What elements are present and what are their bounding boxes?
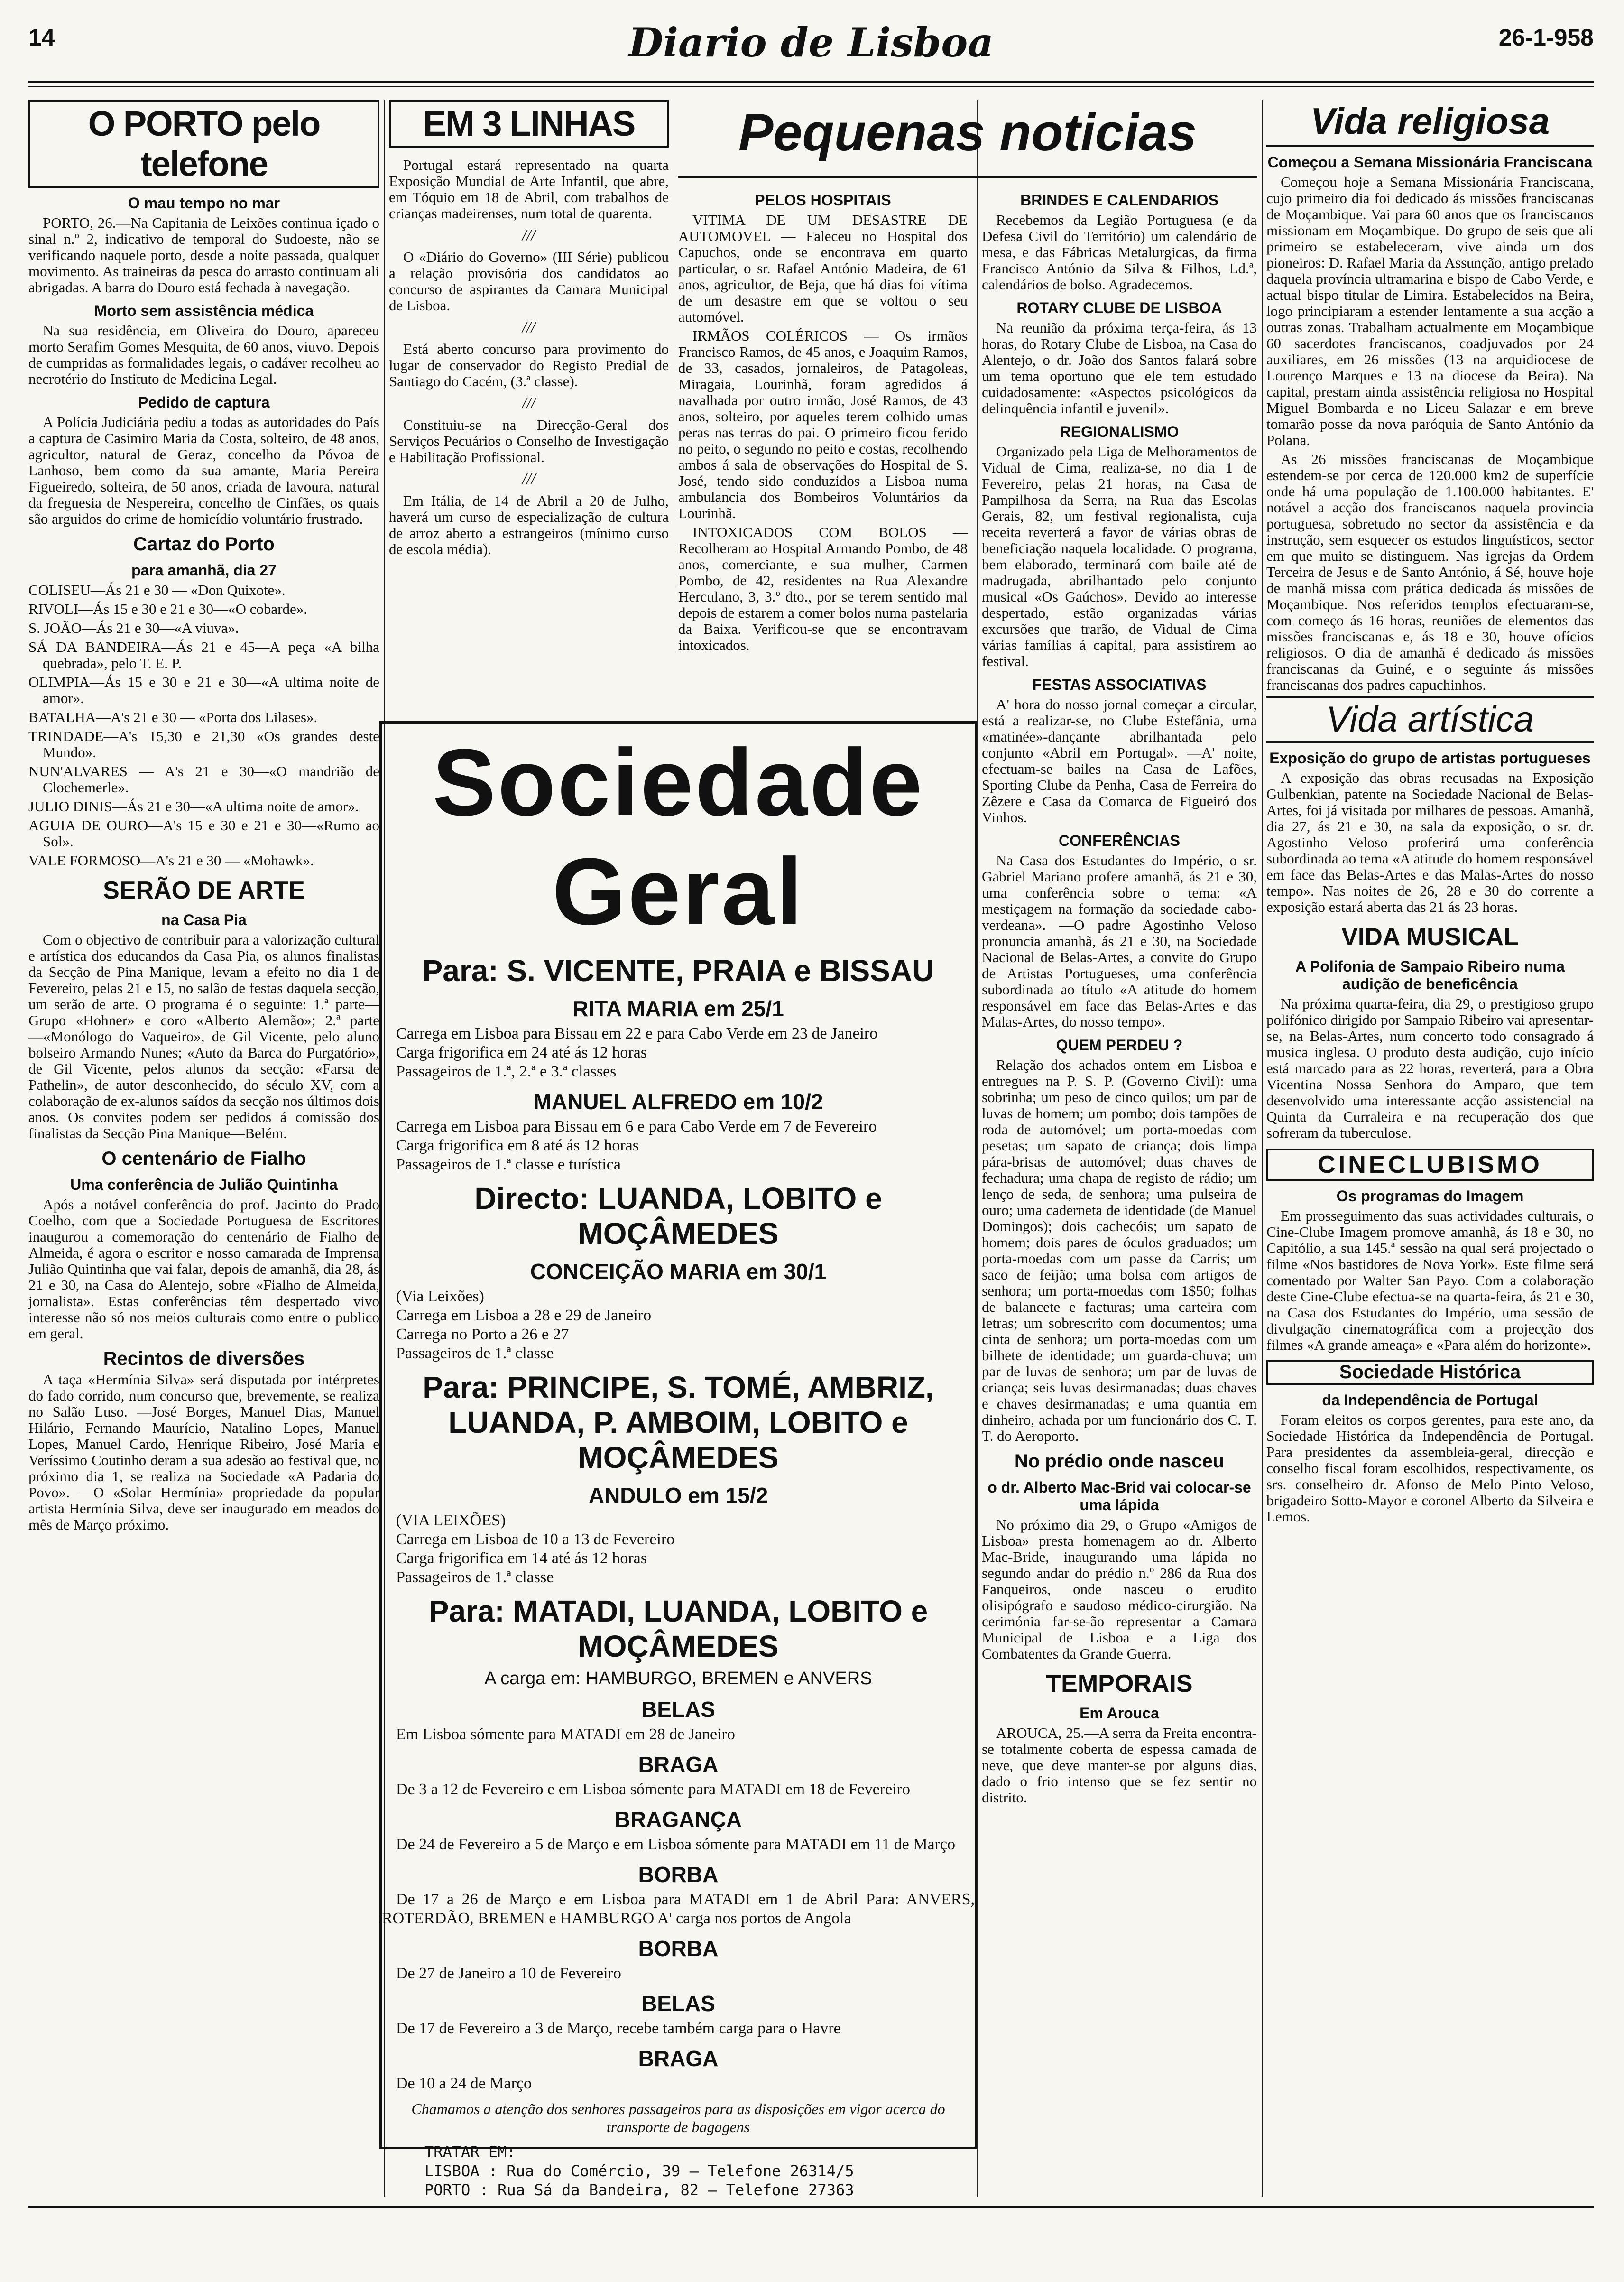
headline: QUEM PERDEU ? (1056, 1037, 1183, 1054)
subheadline: A Polifonia de Sampaio Ribeiro numa audição de beneficência (1295, 958, 1565, 993)
article-text: Na próxima quarta-feira, dia 29, o prestigioso grupo polifónico dirigido por Sampaio Ribeiro vai apresentar-se, na Belas-Artes, num concerto todo consagrado á musica inglesa. O produto desta audição, cujo início está marcado para as 22 horas, reverterá, para a Obra Vicentina Nossa Senhora do Amparo, que tem desenvolvido uma interessante acção assistencial na Quinta da Curraleira e na recuperação dos que sofreram da tuberculose. (1266, 995, 1594, 1141)
ship-detail: Passageiros de 1.ª classe (396, 1568, 554, 1586)
separator: /// (522, 470, 536, 488)
headline: VIDA MUSICAL (1341, 923, 1519, 951)
headline: FESTAS ASSOCIATIVAS (1032, 676, 1207, 693)
list-item: OLIMPIA—Ás 15 e 30 e 21 e 30—«A ultima noite de amor». (28, 674, 379, 706)
ship-name: BRAGANÇA (614, 1807, 742, 1832)
article-text: PORTO, 26.—Na Capitania de Leixões continua içado o sinal n.º 2, indicativo de temporal do Sudoeste, não se verificando naquele porto, desde a noite passada, qualquer movimento. As traineiras da pesca do arrasto continuam ali abrigadas. A barra do Douro está fechada à navegação. (28, 214, 379, 296)
list-item: NUN'ALVARES — A's 21 e 30—«O mandrião de Clochemerle». (28, 763, 379, 796)
column-noticias-2 (982, 185, 1257, 2282)
headline: Exposição do grupo de artistas portugueses (1269, 750, 1591, 767)
article-text: Foram eleitos os corpos gerentes, para este ano, da Sociedade Histórica da Independência de Portugal. Para presidentes da assembleia-geral, direcção e conselho fiscal foram escolhidos, respectivamente, os srs. conselheiro dr. Afonso de Melo Pinto Veloso, brigadeiro Sotto-Mayor e coronel Alberto da Silveira e Lemos. (1266, 1411, 1594, 1525)
headline: Começou a Semana Missionária Franciscana (1267, 154, 1593, 171)
headline: BRINDES E CALENDARIOS (1020, 192, 1218, 209)
headline: Recintos de diversões (103, 1348, 305, 1369)
article-text: As 26 missões franciscanas de Moçambique estendem-se por cerca de 120.000 km2 de superfície onde há uma população de 1.100.000 habitantes. E' notável a acção dos franciscanos naquela provincia portuguesa, sobretudo no sector da assistência e da instrução, sem esquecer os estudos linguísticos, sector em que muito se distinguem. Nas igrejas da Ordem Terceira de Jesus e de Santo António, á Sé, houve hoje de manhã missa com prática dedicada ás missões de Moçambique. Nos referidos templos efectuaram-se, com começo ás 16 horas, reuniões de elementos das missões franciscanas e, ás 18 e 30, houve ofícios religiosos. O dia de amanhã é dedicado ás missões franciscanas da Guiné, e o seguinte ás missões franciscanas dos padres capuchinhos. (1266, 451, 1594, 693)
ship-detail: Passageiros de 1.ª classe (396, 1345, 554, 1362)
column-em-3-linhas (389, 100, 669, 693)
subheadline: Uma conferência de Julião Quintinha (70, 1176, 338, 1193)
article-text: Começou hoje a Semana Missionária Franciscana, cujo primeiro dia foi dedicado ás missões franciscanas de Moçambique. Vai para 60 anos que os franciscanos missionam em Moçambique. Do grupo de seis que ali primeiro se estabeleceram, vive ainda um dos pioneiros: D. Rafael Maria da Assunção, antigo prelado daquela província ultramarina e bispo de Cabo Verde, e actual bispo titular de Limira. Estabelecidos na Beira, logo principiaram a estender lentamente a sua acção a outras zonas. Trabalham actualmente em Moçambique 60 sacerdotes franciscanos, coadjuvados por 24 auxiliares, em 26 missões (13 na arquidiocese de Lourenço Marques e 13 na diocese da Beira). Na capital, prestam ainda assistência religiosa no Hospital Miguel Bombarda e no Liceu Salazar e em breve tomarão posse da nova paróquia de Santo António da Polana. (1266, 174, 1594, 448)
headline: O mau tempo no mar (128, 195, 280, 212)
route-heading: Para: MATADI, LUANDA, LOBITO e MOÇÂMEDES (428, 1594, 928, 1663)
subheadline: da Independência de Portugal (1322, 1391, 1538, 1409)
section-header-vida-religiosa: Vida religiosa (1266, 100, 1594, 147)
ship-detail: De 24 de Fevereiro a 5 de Março e em Lisboa sómente para MATADI em 11 de Março (396, 1836, 955, 1853)
issue-date: 26-1-958 (1498, 24, 1594, 51)
article-text: Após a notável conferência do prof. Jacinto do Prado Coelho, com que a Sociedade Portuguesa de Escritores inaugurou a comemoração do centenário de Fialho de Almeida, é agora o escritor e nosso camarada de Imprensa Julião Quintinha que vai falar, depois de amanhã, dia 28, ás 21 e 30, na Casa do Alentejo, sobre «Fialho de Almeida, jornalista». Estas conferências têm despertado vivo interesse não só nos meios culturais como entre o publico em geral. (28, 1196, 379, 1342)
article-text: Recebemos da Legião Portuguesa (e da Defesa Civil do Território) um calendário de mesa, e das Fábricas Metalurgicas, da firma Francisco António da Silva & Filhos, Ld.ª, calendários de bolso. Agradecemos. (982, 212, 1257, 293)
column-vida-religiosa (1266, 100, 1594, 2197)
headline: ROTARY CLUBE DE LISBOA (1016, 299, 1222, 316)
ship-name: BELAS (641, 1991, 715, 2016)
ship-name: ANDULO em 15/2 (588, 1483, 768, 1508)
ship-detail: Carga frigorifica em 8 até ás 12 horas (396, 1137, 639, 1154)
headline: Sociedade Histórica (1266, 1360, 1594, 1385)
advert-sociedade-geral (379, 721, 977, 2199)
headline: Pedido de captura (138, 394, 270, 411)
ship-detail: Carga frigorifica em 24 até ás 12 horas (396, 1044, 647, 1061)
headline: TEMPORAIS (1046, 1670, 1193, 1698)
ship-detail: Carga frigorifica em 14 até ás 12 horas (396, 1549, 647, 1567)
headline: Cartaz do Porto (133, 534, 275, 555)
ship-detail: De 17 de Fevereiro a 3 de Março, recebe também carga para o Havre (396, 2020, 841, 2037)
article-text: Relação dos achados ontem em Lisboa e entregues na P. S. P. (Governo Civil): uma sobrinha; um peso de cinco quilos; um par de luvas de homem; um pombo; dois tampões de roda de automóvel; um porta-moedas com pesetas; um sapato de criança; dois limpa pára-brisas de automóvel; duas chaves de fechadura; uma chapa de registo de rádio; um lenço de seda, de senhora; uma pulseira de ouro; uma caderneta de identidade (de Manuel Domingos); dois cachecóis; um sapato de homem; dois pares de óculos graduados; um porta-moedas com um passe da Carris; um saco de feijão; uma bolsa com artigos de senhora; um porta-moedas com 1$50; folhas de balancete e facturas; uma carteira com letras; um sobrescrito com documentos; uma cinta de senhora; um porta-moedas com um bilhete de identidade; um guarda-chuva; um par de luvas de senhora; um par de luvas de criança; seis luvas desirmanadas; duas chaves e chaves desirmanadas; e uma quantia em dinheiro, achada por um funcionário dos C. T. T. do Aeroporto. (982, 1057, 1257, 1444)
contact-porto: PORTO : Rua Sá da Bandeira, 82 — Telefone 27363 (424, 2181, 854, 2199)
list-item: S. JOÃO—Ás 21 e 30—«A viuva». (28, 620, 239, 636)
ship-detail: De 3 a 12 de Fevereiro e em Lisboa sómente para MATADI em 18 de Fevereiro (396, 1781, 910, 1798)
masthead (28, 19, 1594, 81)
article-text: AROUCA, 25.—A serra da Freita encontra-se totalmente coberta de espessa camada de neve, que deve manter-se por alguns dias, dado o frio intenso que se fez sentir no distrito. (982, 1725, 1257, 1806)
section-header-pequenas-noticias: Pequenas noticias (678, 100, 1257, 178)
list-item: TRINDADE—A's 15,30 e 21,30 «Os grandes deste Mundo». (28, 728, 379, 761)
list-item: COLISEU—Ás 21 e 30 — «Don Quixote». (28, 582, 286, 598)
advert-brand: Sociedade Geral (432, 730, 924, 945)
headline: No prédio onde nasceu (1014, 1451, 1225, 1472)
ship-name: RITA MARIA em 25/1 (572, 996, 784, 1021)
article-text: A taça «Hermínia Silva» será disputada por intérpretes do fado corrido, num concurso que, brevemente, se realiza no Salão Luso. —José Borges, Manuel Dias, Manuel Hilário, Fernando Maurício, Natalino Lopes, Manuel Lopes, Manuel Cardo, Henrique Ribeiro, José Maria e Veríssimo Coutinho deram a sua adesão ao festival que, no próximo dia 1, se realiza na Sociedade «A Padaria do Povo». —O «Solar Hermínia» propriedade da popular artista Hermínia Silva, deve ser inaugurado em meados do mês de Março próximo. (28, 1371, 379, 1533)
headline: PELOS HOSPITAIS (755, 192, 891, 209)
ship-name: BORBA (638, 1936, 719, 1961)
ship-detail: Passageiros de 1.ª, 2.ª e 3.ª classes (396, 1063, 617, 1080)
subheadline: para amanhã, dia 27 (131, 562, 277, 579)
list-item: AGUIA DE OURO—A's 15 e 30 e 21 e 30—«Rumo ao Sol». (28, 817, 379, 850)
baggage-note: Chamamos a atenção dos senhores passageiros para as disposições em vigor acerca do transporte de bagagens (411, 2100, 945, 2135)
headline: CINECLUBISMO (1266, 1149, 1594, 1181)
ship-name: BRAGA (638, 1752, 719, 1777)
column-divider (977, 100, 978, 2197)
footer-rule (28, 2206, 1594, 2208)
ship-name: BORBA (638, 1862, 719, 1887)
subheadline: Os programas do Imagem (1336, 1187, 1524, 1205)
route-heading: Para: PRINCIPE, S. TOMÉ, AMBRIZ, LUANDA, P. AMBOIM, LOBITO e MOÇÂMEDES (423, 1370, 934, 1475)
column-divider (1262, 100, 1263, 2197)
article-text: INTOXICADOS COM BOLOS — Recolheram ao Hospital Armando Pombo, de 48 anos, comerciante, e sua mulher, Carmen Pombo, de 42, residentes na Rua Alexandre Herculano, 3, 3.º dto., por se terem sentido mal depois de estarem a comer bolos numa pastelaria da Baixa. Verificou-se que se encontravam intoxicados. (678, 524, 968, 653)
separator: /// (522, 318, 536, 336)
column-porto (28, 100, 379, 2197)
article-text: Em prosseguimento das suas actividades culturais, o Cine-Clube Imagem promove amanhã, ás 18 e 30, no Capitólio, a sua 145.ª sessão na qual será projectado o filme «Nos bastidores de Nova York». Este filme será comentado por Walter San Payo. Com a colaboração deste Cine-Clube efectua-se na quarta-feira, ás 21 e 30, na Casa dos Estudantes do Império, uma sessão de divulgação cinematográfica com a projecção dos filmes «A grande ameaça» e «Para além do horizonte». (1266, 1207, 1594, 1353)
separator: /// (522, 394, 536, 412)
brief-item: O «Diário do Governo» (III Série) publicou a relação provisória dos candidatos ao concurso de aspirantes da Camara Municipal de Lisboa. (389, 249, 669, 314)
article-text: A Polícia Judiciária pediu a todas as autoridades do País a captura de Casimiro Maria da Costa, solteiro, de 48 anos, agricultor, natural de Geraz, concelho da Póvoa de Lanhoso, bem como da sua amante, Maria Pereira Figueiredo, solteira, de 50 anos, criada de lavoura, natural da freguesia de Nespereira, concelho de Cinfães, os quais são arguidos do crime de homicídio voluntário frustrado. (28, 414, 379, 527)
ship-detail: De 17 a 26 de Março e em Lisboa para MATADI em 1 de Abril Para: ANVERS, ROTERDÃO, BREMEN e HAMBURGO A' carga nos portos de Angola (382, 1891, 975, 1927)
cartaz-list (28, 582, 379, 869)
ship-detail: (Via Leixões) (396, 1288, 484, 1305)
ship-detail: Carrega em Lisboa a 28 e 29 de Janeiro (396, 1307, 652, 1324)
ship-detail: De 27 de Janeiro a 10 de Fevereiro (396, 1965, 621, 1982)
article-text: A' hora do nosso jornal começar a circular, está a realizar-se, no Clube Estefânia, uma «matinée»-dançante abrilhantada pelo conjunto «Abril em Portugal». —A' noite, efectuam-se bailes na Casa de Lafões, Sporting Clube da Penha, Casa de Ferreira do Zêzere e Casa da Comarca de Figueiró dos Vinhos. (982, 696, 1257, 826)
ship-detail: Carrega no Porto a 26 e 27 (396, 1326, 569, 1343)
brief-item: Está aberto concurso para provimento do lugar de conservador do Registo Predial de Santiago do Cacém, (3.ª classe). (389, 341, 669, 390)
masthead-rule (28, 81, 1594, 83)
ship-detail: (VIA LEIXÕES) (396, 1512, 506, 1529)
article-text: Com o objectivo de contribuir para a valorização cultural e artística dos educandos da Casa Pia, os alunos finalistas da Secção de Pina Manique, levam a efeito no dia 1 de Fevereiro, pelas 21 e 15, no salão de festas daquela secção, um serão de arte. O programa é o seguinte: 1.ª parte—Grupo «Hohner» e coro «Alberto Alemão»; 2.ª parte—«Monólogo do Vaqueiro», de Gil Vicente, pelo aluno bolseiro Armando Nunes; «Auto da Barca do Purgatório», de Gil Vicente, pelos alunos da secção: «Farsa de Pathelin», de autor desconhecido, do século XV, com a colaboração de ex-alunos saídos da secção nos últimos dois anos. Os convites podem ser pedidos á comissão dos finalistas da Secção Pina Manique—Belém. (28, 931, 379, 1141)
article-text: Na sua residência, em Oliveira do Douro, apareceu morto Serafim Gomes Mesquita, de 60 anos, viuvo. Depois de cumpridas as formalidades legais, o cadáver recolheu ao necrotério do Instituto de Medicina Legal. (28, 322, 379, 387)
column-pelos-hospitais (678, 185, 968, 712)
list-item: BATALHA—A's 21 e 30 — «Porta dos Lilases». (28, 709, 318, 725)
ship-detail: Passageiros de 1.ª classe e turística (396, 1156, 621, 1173)
headline: Morto sem assistência médica (94, 302, 314, 319)
contact-lisboa: LISBOA : Rua do Comércio, 39 — Telefone 26314/5 (424, 2162, 854, 2180)
list-item: RIVOLI—Ás 15 e 30 e 21 e 30—«O cobarde». (28, 601, 308, 617)
brief-item: Constituiu-se na Direcção-Geral dos Serviços Pecuários o Conselho de Investigação e Habilitação Profissional. (389, 417, 669, 465)
brief-item: Em Itália, de 14 de Abril a 20 de Julho, haverá um curso de especialização de cultura de arroz aberto a estrangeiros (mínimo curso de escola média). (389, 492, 669, 557)
list-item: VALE FORMOSO—A's 21 e 30 — «Mohawk». (28, 852, 314, 869)
route-heading: Directo: LUANDA, LOBITO e MOÇÂMEDES (474, 1181, 882, 1251)
newspaper-title: Diario de Lisboa (628, 19, 994, 66)
ship-detail: Em Lisboa sómente para MATADI em 28 de Janeiro (396, 1725, 735, 1743)
brief-item: Portugal estará representado na quarta Exposição Mundial de Arte Infantil, que abre, em Tóquio em 18 de Abril, com trabalhos de crianças madeirenses, num total de quarenta. (389, 157, 669, 222)
headline: SERÃO DE ARTE (103, 877, 305, 904)
ship-name: BELAS (641, 1697, 715, 1722)
ship-name: CONCEIÇÃO MARIA em 30/1 (530, 1259, 827, 1284)
route-heading: Para: S. VICENTE, PRAIA e BISSAU (422, 954, 934, 988)
section-header-em-3-linhas: EM 3 LINHAS (389, 100, 669, 148)
page-number: 14 (28, 24, 55, 51)
contact-heading: TRATAR EM: (424, 2143, 516, 2161)
article-text: Na reunião da próxima terça-feira, ás 13 horas, do Rotary Clube de Lisboa, na Casa do Alentejo, o dr. João dos Santos falará sobre um tema oportuno que ele tem estudado cuidadosamente: «Aspectos psicológicos da delinquência infantil e juvenil». (982, 319, 1257, 417)
ship-detail: Carrega em Lisboa para Bissau em 22 e para Cabo Verde em 23 de Janeiro (396, 1025, 878, 1042)
ship-name: BRAGA (638, 2046, 719, 2071)
subheadline: Em Arouca (1080, 1705, 1159, 1722)
subheadline: o dr. Alberto Mac-Brid vai colocar-se uma lápida (987, 1479, 1251, 1513)
list-item: SÁ DA BANDEIRA—Ás 21 e 45—A peça «A bilha quebrada», pelo T. E. P. (28, 639, 379, 671)
ship-detail: De 10 a 24 de Março (396, 2075, 532, 2092)
article-text: Na Casa dos Estudantes do Império, o sr. Gabriel Mariano profere amanhã, ás 21 e 30, uma conferência sobre o tema: «A mestiçagem na formação da sociedade cabo-verdeana». —O padre Agostinho Veloso pronuncia amanhã, ás 21 e 30, na Sociedade Nacional de Belas-Artes, a convite do Grupo de Artistas Portugueses, uma conferência subordinada ao título «A atitude do homem responsável em face das Belas-Artes e das Malas-Artes, do nosso tempo». (982, 852, 1257, 1030)
section-header-vida-artistica: Vida artística (1266, 696, 1594, 743)
ship-detail: Carrega em Lisboa de 10 a 13 de Fevereiro (396, 1531, 675, 1548)
article-text: IRMÃOS COLÉRICOS — Os irmãos Francisco Ramos, de 45 anos, e Joaquim Ramos, de 33, casados, jornaleiros, de Patagoleas, Miragaia, Lourinhã, foram agredidos á navalhada por outro irmão, José Ramos, de 43 anos, solteiro, por aqueles terem colhido umas peras nas terras do pai. O primeiro ficou ferido no peito, o segundo no peito e costas, recolhendo ambos á sala de observações do Hospital de S. José, tendo sido conduzidos a Lisboa numa ambulancia dos Bombeiros Voluntários da Lourinhã. (678, 327, 968, 521)
headline: REGIONALISMO (1060, 423, 1179, 440)
article-text: No próximo dia 29, o Grupo «Amigos de Lisboa» presta homenagem ao dr. Alberto Mac-Bride, inaugurando uma lápida no segundo andar do prédio n.º 286 da Rua dos Fanqueiros, onde nasceu o erudito olisipógrafo e saudoso médico-cirurgião. Na cerimónia far-se-ão representar a Camara Municipal de Lisboa e a Liga dos Combatentes da Grande Guerra. (982, 1516, 1257, 1662)
headline: CONFERÊNCIAS (1058, 832, 1180, 849)
section-header-porto: O PORTO pelo telefone (28, 100, 379, 188)
cargo-ports: A carga em: HAMBURGO, BREMEN e ANVERS (484, 1669, 872, 1688)
separator: /// (522, 226, 536, 244)
list-item: JULIO DINIS—Ás 21 e 30—«A ultima noite de amor». (28, 798, 359, 815)
ship-name: MANUEL ALFREDO em 10/2 (533, 1089, 823, 1114)
ship-detail: Carrega em Lisboa para Bissau em 6 e para Cabo Verde em 7 de Fevereiro (396, 1118, 877, 1135)
headline: O centenário de Fialho (102, 1148, 306, 1169)
article-text: A exposição das obras recusadas na Exposição Gulbenkian, patente na Sociedade Nacional de Belas-Artes, foi já visitada por milhares de pessoas. Amanhã, dia 27, ás 21 e 30, na sala da exposição, o sr. dr. Agostinho Veloso proferirá uma conferência subordinada ao tema «A atitude do homem responsável em face das Belas-Artes e das Malas-Artes do nosso tempo». Nas noites de 26, 28 e 30 do corrente a exposição estará aberta das 21 ás 23 horas. (1266, 770, 1594, 915)
article-text: VITIMA DE UM DESASTRE DE AUTOMOVEL — Faleceu no Hospital dos Capuchos, onde se encontrava em quarto particular, o sr. Rafael António Madeira, de 61 anos, agricultor, de Beja, que há dias foi vítima de um desastre em que se voltou o seu automóvel. (678, 212, 968, 325)
article-text: Organizado pela Liga de Melhoramentos de Vidual de Cima, realiza-se, no dia 1 de Fevereiro, pelas 21 horas, na Casa de Pampilhosa da Serra, na Rua das Escolas Gerais, 82, um festival regionalista, cuja receita reverterá a favor de várias obras de beneficiação naquela localidade. O programa, bem elaborado, terminará com baile até de madrugada, abrilhantado pelo conjunto musical «Os Gaúchos». Devido ao interesse despertado, estão organizadas várias excursões que trarão, de Vidual de Cima várias famílias á capital, para assistirem ao festival. (982, 443, 1257, 669)
masthead-rule-thin (28, 86, 1594, 87)
subheadline: na Casa Pia (161, 911, 247, 928)
